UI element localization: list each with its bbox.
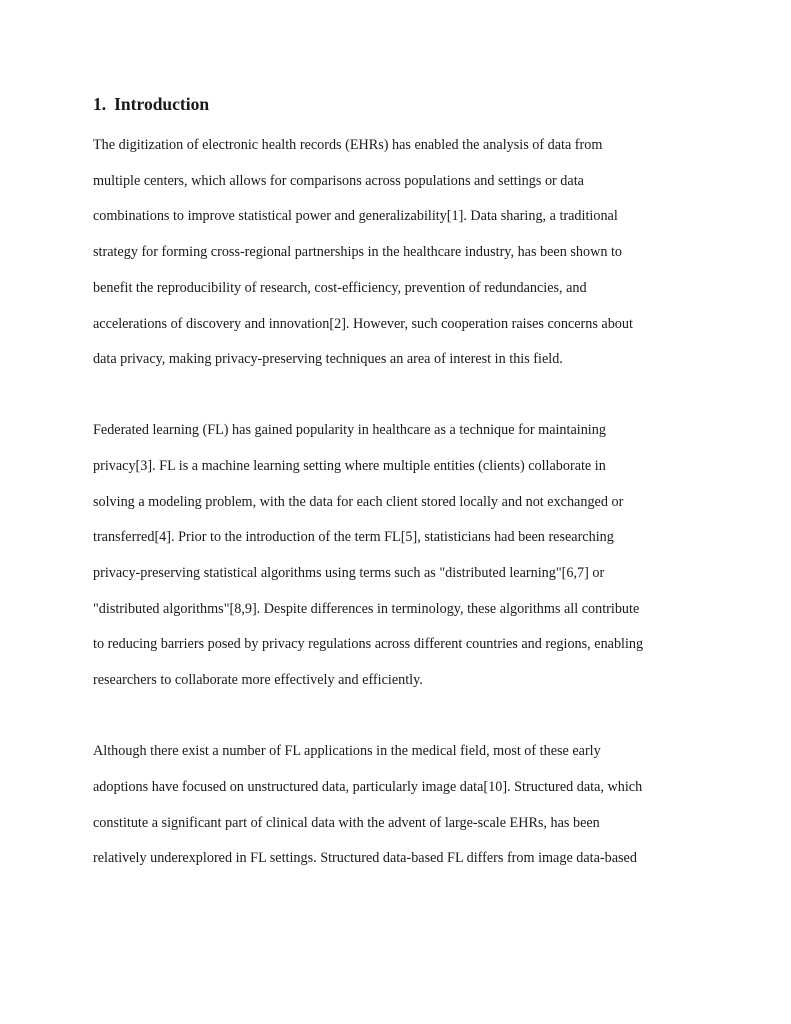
paragraph-line: strategy for forming cross-regional partnerships in the healthcare industry, has been shown to [93, 244, 622, 260]
section-title: Introduction [114, 94, 210, 114]
paragraph-line: Federated learning (FL) has gained popularity in healthcare as a technique for maintaining [93, 422, 606, 438]
paragraph-line: transferred[4]. Prior to the introduction of the term FL[5], statisticians had been researching [93, 529, 614, 545]
paragraph-line: researchers to collaborate more effectively and efficiently. [93, 672, 423, 688]
paragraph-line: The digitization of electronic health records (EHRs) has enabled the analysis of data from [93, 137, 603, 153]
paragraph-line: privacy-preserving statistical algorithms using terms such as "distributed learning"[6,7] or [93, 565, 605, 581]
paragraph-line: multiple centers, which allows for comparisons across populations and settings or data [93, 173, 584, 189]
section-heading [93, 92, 209, 116]
paragraph-line: accelerations of discovery and innovation[2]. However, such cooperation raises concerns about [93, 316, 633, 332]
paragraph-line: benefit the reproducibility of research, cost-efficiency, prevention of redundancies, and [93, 280, 587, 296]
paragraph-line: solving a modeling problem, with the data for each client stored locally and not exchanged or [93, 494, 624, 510]
paragraph-line: constitute a significant part of clinical data with the advent of large-scale EHRs, has been [93, 815, 600, 831]
paragraph-line: Although there exist a number of FL applications in the medical field, most of these early [93, 743, 601, 759]
paragraph-line: adoptions have focused on unstructured data, particularly image data[10]. Structured data, which [93, 779, 643, 795]
paragraph-line: to reducing barriers posed by privacy regulations across different countries and regions, enabling [93, 636, 644, 652]
paragraph-line: "distributed algorithms"[8,9]. Despite differences in terminology, these algorithms all contribute [93, 601, 640, 617]
paragraph-line: privacy[3]. FL is a machine learning setting where multiple entities (clients) collaborate in [93, 458, 606, 474]
paragraph-line: data privacy, making privacy-preserving techniques an area of interest in this field. [93, 351, 563, 367]
paragraph-line: relatively underexplored in FL settings. Structured data-based FL differs from image data-based [93, 850, 637, 866]
section-number: 1. [93, 94, 107, 114]
paragraph-line: combinations to improve statistical power and generalizability[1]. Data sharing, a traditional [93, 208, 618, 224]
